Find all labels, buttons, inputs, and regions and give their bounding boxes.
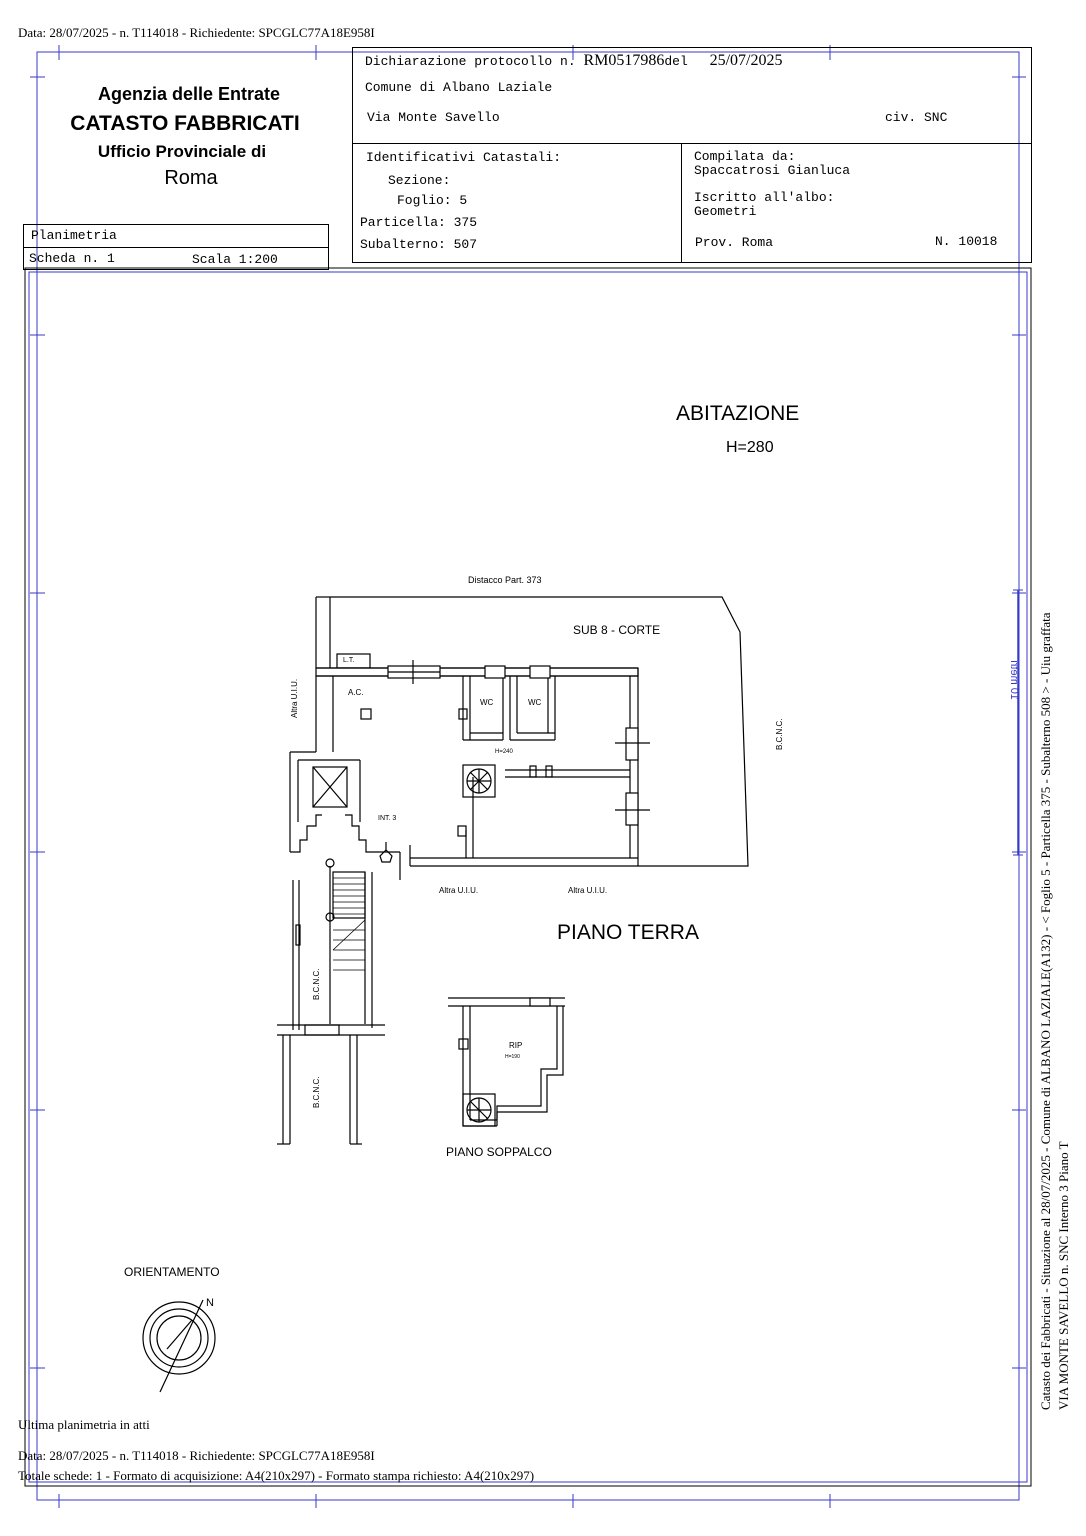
altra-uiu-bottom-1: Altra U.I.U.	[439, 886, 479, 895]
address: Via Monte Savello	[367, 110, 500, 125]
h240-label: H=240	[495, 749, 513, 755]
identificativi-heading: Identificativi Catastali:	[366, 150, 562, 165]
albo: Geometri	[694, 204, 757, 219]
compilata-label: Compilata da:	[694, 149, 796, 164]
footer-request-info: Data: 28/07/2025 - n. T114018 - Richiedente: SPCGLC77A18E958I	[18, 1448, 375, 1463]
piano-soppalco-label: PIANO SOPPALCO	[446, 1145, 552, 1159]
unit-height: H=280	[726, 439, 774, 456]
north-label: N	[206, 1297, 214, 1309]
iscritto-label: Iscritto all'albo:	[694, 190, 835, 205]
side-situazione-line1: Catasto dei Fabbricati - Situazione al 28/07/2025 - Comune di ALBANO LAZIALE(A132) - < Foglio 5 - Particella 375 - Subalterno 508 > - Uiu graffata	[1038, 612, 1053, 1410]
scale-marker-label: 10 metri	[1008, 660, 1020, 700]
wc-label-2: WC	[528, 698, 542, 707]
rip-label: RIP	[509, 1041, 523, 1050]
ultima-planimetria: Ultima planimetria in atti	[18, 1417, 150, 1432]
protocol-label: Dichiarazione protocollo n.	[365, 54, 576, 69]
foglio: Foglio: 5	[397, 193, 468, 208]
h190-label: H=190	[505, 1054, 520, 1060]
footer-totale-schede: Totale schede: 1 - Formato di acquisizione: A4(210x297) - Formato stampa richiesto: A4(210x297)	[18, 1468, 535, 1483]
ufficio-city: Roma	[164, 167, 218, 189]
bcnc-left-label-2: B.C.N.C.	[312, 1076, 321, 1108]
sezione: Sezione:	[388, 173, 451, 188]
top-request-info: Data: 28/07/2025 - n. T114018 - Richiedente: SPCGLC77A18E958I	[18, 25, 375, 40]
scheda-number: Scheda n. 1	[29, 251, 115, 266]
altra-uiu-bottom-2: Altra U.I.U.	[568, 886, 608, 895]
compilata-name: Spaccatrosi Gianluca	[694, 163, 851, 178]
subalterno: Subalterno: 507	[360, 237, 478, 252]
catasto-title: CATASTO FABBRICATI	[70, 112, 300, 135]
ufficio-label: Ufficio Provinciale di	[97, 142, 267, 161]
unit-title: ABITAZIONE	[676, 402, 800, 425]
bcnc-left-label-1: B.C.N.C.	[312, 968, 321, 1000]
protocol-number: RM0517986	[583, 52, 665, 69]
int3-label: INT. 3	[378, 815, 397, 822]
altra-uiu-left-label: Altra U.I.U.	[290, 678, 299, 718]
scala: Scala 1:200	[192, 252, 278, 267]
wc-label-1: WC	[480, 698, 494, 707]
sub8-corte-label: SUB 8 - CORTE	[573, 623, 661, 637]
civic-number: civ. SNC	[885, 110, 948, 125]
ac-label: A.C.	[348, 688, 364, 697]
protocol-date: 25/07/2025	[709, 52, 783, 69]
piano-terra-label: PIANO TERRA	[557, 921, 699, 944]
agency-name: Agenzia delle Entrate	[97, 84, 281, 104]
orientamento-label: ORIENTAMENTO	[124, 1265, 220, 1279]
lt-label: L.T.	[343, 657, 355, 664]
bcnc-right-label: B.C.N.C.	[775, 718, 784, 750]
protocol-del: del	[664, 54, 688, 69]
prov: Prov. Roma	[695, 235, 774, 250]
comune: Comune di Albano Laziale	[365, 80, 553, 95]
planimetria-title: Planimetria	[31, 228, 117, 243]
distacco-label: Distacco Part. 373	[468, 575, 542, 585]
side-situazione-line2: VIA MONTE SAVELLO n. SNC Interno 3 Piano T	[1056, 1141, 1071, 1410]
particella: Particella: 375	[360, 215, 478, 230]
albo-number: N. 10018	[935, 234, 998, 249]
